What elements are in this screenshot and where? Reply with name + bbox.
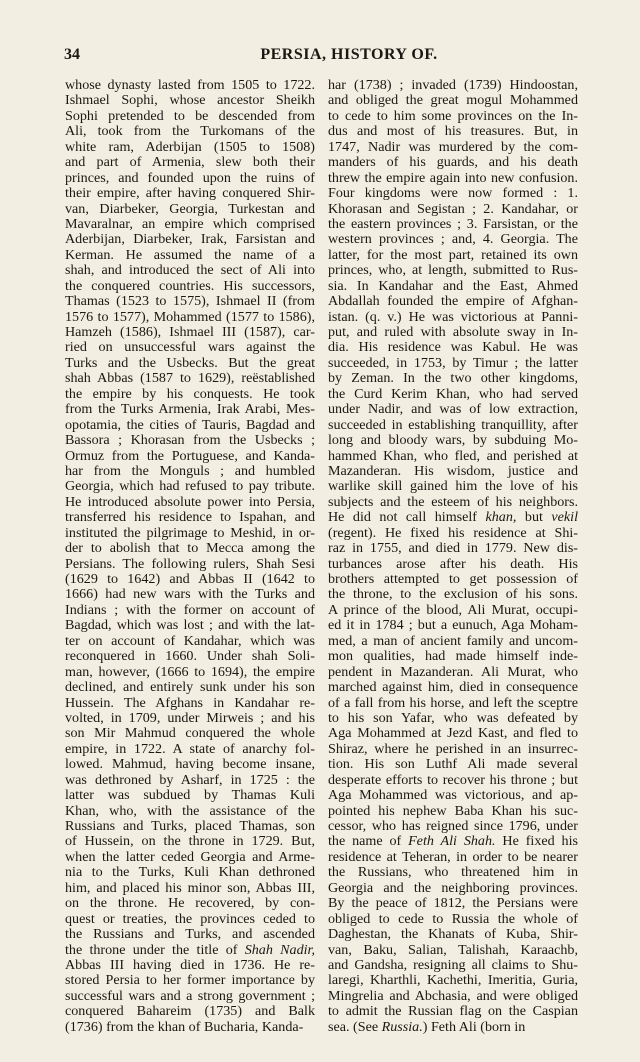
text-line (65, 449, 315, 464)
text-line (328, 202, 578, 217)
text-run: Ormuz from the Portuguese, and Kanda- (65, 447, 315, 464)
text-run: the Curd Kerim Khan, who had served (328, 385, 578, 402)
text-run: when the latter ceded Georgia and Arme- (65, 848, 315, 865)
text-line (328, 973, 578, 988)
text-line (328, 279, 578, 294)
text-line (65, 325, 315, 340)
text-run: ter on account of Kandahar, which was (65, 632, 315, 649)
left-column (65, 78, 315, 1035)
text-run: sea. (See (328, 1018, 382, 1035)
page-header (64, 46, 584, 68)
text-line (328, 572, 578, 587)
text-run: warlike skill gained him the love of his (328, 478, 578, 495)
text-run: ried on unsuccessful wars against the (65, 339, 315, 356)
italic-text: Feth Ali Shah. (408, 833, 496, 850)
text-run: to admit the Russian flag on the Caspian (328, 1003, 578, 1020)
text-run: reconquered in 1660. Under shah Soli- (65, 648, 315, 665)
text-run: quest or treaties, the provinces ceded to (65, 910, 315, 927)
text-run: dia. His residence was Kabul. He was (328, 339, 578, 356)
text-run: 1666) had new wars with the Turks and (65, 586, 315, 603)
text-line (65, 1020, 315, 1035)
text-run: instituted the pilgrimage to Meshid, in or- (65, 524, 315, 541)
text-run: whose dynasty lasted from 1505 to 1722. (65, 77, 315, 93)
text-run: to cede to him some provinces on the In- (328, 107, 578, 124)
italic-text: vekil (551, 509, 579, 526)
text-run: latter, for the most part, retained its own (328, 246, 578, 263)
text-run: Thamas (1523 to 1575), Ishmael II (from (65, 293, 315, 310)
text-line (65, 927, 315, 942)
text-line (65, 973, 315, 988)
text-run: of a fall from his horse, and left the sceptre (328, 694, 578, 711)
text-line (65, 834, 315, 849)
text-run: Aga Mohammed was victorious, and ap- (328, 787, 578, 804)
text-line (65, 572, 315, 587)
text-line (65, 495, 315, 510)
text-line (328, 93, 578, 108)
text-line (328, 881, 578, 896)
text-run: (1736) from the khan of Bucharia, Kanda- (65, 1018, 304, 1035)
text-line (328, 1020, 578, 1035)
text-line (65, 109, 315, 124)
text-run: hammed Khan, who fled, and perished at (328, 447, 578, 464)
text-run: Hamzeh (1586), Ishmael III (1587), car- (65, 324, 315, 340)
text-line (65, 232, 315, 247)
text-line (65, 850, 315, 865)
text-line (65, 665, 315, 680)
text-line (328, 757, 578, 772)
text-run: Aderbijan, Diarbeker, Irak, Farsistan and (65, 231, 315, 248)
text-run: He fixed his (495, 833, 578, 850)
text-line (328, 510, 578, 525)
text-line (328, 356, 578, 371)
text-run: dus and most of his treasures. But, in (328, 123, 578, 140)
text-line (328, 387, 578, 402)
text-run: desperate efforts to recover his throne ; but (328, 771, 578, 788)
text-line (328, 958, 578, 973)
text-run: threw the empire again into new confusion. (328, 169, 578, 186)
text-line (328, 834, 578, 849)
text-line (65, 78, 315, 93)
text-line (328, 896, 578, 911)
text-run: shah Abbas (1587 to 1629), reëstablished (65, 370, 315, 387)
text-run: (regent). He fixed his residence at Shi- (328, 524, 578, 541)
text-run: Georgia and the neighboring provinces. (328, 879, 578, 896)
text-line (328, 186, 578, 201)
text-run: and part of Armenia, slew both their (65, 154, 315, 171)
text-run: Russians and Turks, placed Thamas, son (65, 818, 315, 834)
text-line (328, 634, 578, 649)
text-line (328, 649, 578, 664)
text-line (328, 557, 578, 572)
running-title: PERSIA, HISTORY OF. (260, 46, 438, 63)
text-line (328, 819, 578, 834)
text-run: manders of his guards, and his death (328, 154, 578, 171)
text-line (328, 140, 578, 155)
text-line (65, 865, 315, 880)
text-line (65, 819, 315, 834)
text-run: nia to the Turks, Kuli Khan dethroned (65, 864, 315, 881)
text-run: son Mir Mahmud conquered the whole (65, 725, 315, 742)
text-run: white ram, Aderbijan (1505 to 1508) (65, 138, 315, 155)
text-run: the eastern provinces ; 3. Farsistan, or the (328, 215, 578, 232)
text-line (65, 248, 315, 263)
text-line (65, 217, 315, 232)
text-line (65, 989, 315, 1004)
text-run: long and bloody wars, by subduing Mo- (328, 432, 578, 449)
right-column (328, 78, 578, 1035)
text-run: Mazanderan. His wisdom, justice and (328, 462, 578, 479)
text-run: and obliged the great mogul Mohammed (328, 92, 578, 109)
text-run: istan. (q. v.) He was victorious at Panni- (328, 308, 578, 325)
text-run: lowed. Mahmud, having become insane, (65, 756, 315, 773)
text-line (328, 171, 578, 186)
text-run: latter was subdued by Thamas Kuli (65, 787, 315, 804)
text-line (328, 587, 578, 602)
text-line (65, 294, 315, 309)
text-run: Ali, took from the Turkomans of the (65, 123, 315, 140)
text-line (65, 279, 315, 294)
text-run: Bagdad, which was lost ; and with the lat- (65, 617, 315, 634)
text-run: tion. His son Luthf Ali made several (328, 756, 578, 773)
text-run: sia. In Kandahar and the East, Ahmed (328, 277, 578, 294)
text-run: the Russians and Turks, and ascended (65, 926, 315, 943)
text-run: van, Diarbeker, Georgia, Turkestan and (65, 200, 315, 217)
text-line (65, 356, 315, 371)
text-run: Mavaralnar, an empire which comprised (65, 215, 315, 232)
text-line (328, 248, 578, 263)
text-run: the throne, to the exclusion of his sons. (328, 586, 578, 603)
italic-text: Shah Nadir, (244, 941, 315, 958)
italic-text: khan, (485, 509, 517, 526)
text-run: Shiraz, where he perished in an insurrec- (328, 740, 578, 757)
text-run: the empire by his conquests. He took (65, 385, 315, 402)
text-run: western provinces ; and, 4. Georgia. The (328, 231, 578, 248)
text-line (328, 495, 578, 510)
text-run: raz in 1755, and died in 1779. New dis- (328, 540, 578, 557)
text-run: conquered Bahareim (1735) and Balk (65, 1003, 315, 1020)
text-run: transferred his residence to Ispahan, and (65, 509, 315, 526)
text-run: stored Persia to her former importance by (65, 972, 315, 989)
text-line (328, 788, 578, 803)
text-line (65, 896, 315, 911)
text-line (65, 186, 315, 201)
text-run: the name of (328, 833, 409, 850)
text-run: princes, and founded upon the ruins of (65, 169, 315, 186)
text-run: Aga Mohammed at Jezd Kast, and fled to (328, 725, 578, 742)
text-run: Khan, who, with the assistance of the (65, 802, 315, 819)
text-run: turbances arose after his death. His (328, 555, 578, 572)
text-line (65, 510, 315, 525)
text-run: med, a man of ancient family and uncom- (328, 632, 578, 649)
text-run: to his son Yafar, who was defeated by (328, 709, 578, 726)
text-line (328, 418, 578, 433)
text-line (65, 1004, 315, 1019)
text-line (328, 804, 578, 819)
text-line (328, 124, 578, 139)
text-run: Ishmael Sophi, whose ancestor Sheikh (65, 92, 315, 109)
text-line (328, 402, 578, 417)
text-run: the throne under the title of (65, 941, 245, 958)
text-line (328, 680, 578, 695)
text-line (65, 881, 315, 896)
text-run: (1629 to 1642) and Abbas II (1642 to (65, 571, 315, 587)
text-run: laregi, Kharthli, Kachethi, Imeritia, Guria, (328, 972, 578, 989)
text-line (328, 263, 578, 278)
text-run: Persians. The following rulers, Shah Sesi (65, 555, 315, 572)
text-line (328, 310, 578, 325)
text-line (65, 912, 315, 927)
text-run: and Gandsha, resigning all claims to Shu- (328, 956, 578, 973)
text-line (65, 433, 315, 448)
text-line (328, 340, 578, 355)
text-run: was dethroned by Asharf, in 1725 : the (65, 771, 315, 788)
text-run: under Nadir, and was of low extraction, (328, 401, 578, 418)
page-number: 34 (64, 46, 80, 63)
text-line (328, 696, 578, 711)
text-run: Kerman. He assumed the name of a (65, 246, 315, 263)
text-line (328, 464, 578, 479)
text-line (65, 541, 315, 556)
text-line (65, 310, 315, 325)
text-line (328, 618, 578, 633)
text-line (328, 449, 578, 464)
text-line (65, 680, 315, 695)
text-run: him, and placed his minor son, Abbas III, (65, 879, 315, 896)
text-run: succeeded, in 1753, by Timur ; the latter (328, 354, 578, 371)
text-run: Khorasan and Segistan ; 2. Kandahar, or (328, 200, 578, 217)
text-line (65, 804, 315, 819)
text-run: cessor, who has reigned since 1796, under (328, 818, 578, 834)
text-line (328, 294, 578, 309)
text-line (328, 1004, 578, 1019)
text-run: He introduced absolute power into Persia, (65, 493, 315, 510)
text-run: har (1738) ; invaded (1739) Hindoostan, (328, 77, 578, 93)
text-run: successful wars and a strong government ; (65, 987, 315, 1004)
text-run: of Hussein, on the throne in 1729. But, (65, 833, 315, 850)
text-line (328, 912, 578, 927)
text-run: der to abolish that to Mecca among the (65, 540, 315, 557)
text-run: By the peace of 1812, the Persians were (328, 895, 578, 912)
text-line (65, 202, 315, 217)
text-run: Turks and the Usbecks. But the great (65, 354, 315, 371)
text-run: Abdallah founded the empire of Afghan- (328, 293, 578, 310)
text-run: succeeded in establishing tranquillity, after (328, 416, 578, 433)
text-line (65, 464, 315, 479)
text-run: pointed his nephew Baba Khan his suc- (328, 802, 578, 819)
text-line (328, 943, 578, 958)
text-line (65, 618, 315, 633)
text-run: Four kingdoms were now formed : 1. (328, 185, 578, 202)
text-run: har from the Monguls ; and humbled (65, 462, 315, 479)
text-line (328, 773, 578, 788)
text-line (65, 603, 315, 618)
text-run: obliged to cede to Russia the whole of (328, 910, 578, 927)
text-line (65, 958, 315, 973)
text-run: He did not call himself (328, 509, 486, 526)
text-line (328, 989, 578, 1004)
text-line (328, 850, 578, 865)
text-run: A prince of the blood, Ali Murat, occupi- (328, 601, 578, 618)
text-line (328, 325, 578, 340)
text-line (65, 634, 315, 649)
text-run: from the Turks Armenia, Irak Arabi, Mes- (65, 401, 315, 418)
text-run: by Zeman. In the two other kingdoms, (328, 370, 578, 387)
text-line (65, 479, 315, 494)
text-line (328, 217, 578, 232)
text-line (328, 927, 578, 942)
text-run: but (516, 509, 552, 526)
text-line (328, 155, 578, 170)
text-run: the Russians, who threatened him in (328, 864, 578, 881)
text-line (65, 140, 315, 155)
text-run: the conquered countries. His successors, (65, 277, 315, 294)
text-line (328, 109, 578, 124)
text-line (65, 124, 315, 139)
text-run: Georgia, which had refused to pay tribute. (65, 478, 315, 495)
text-line (65, 557, 315, 572)
text-line (65, 402, 315, 417)
text-line (65, 155, 315, 170)
text-line (328, 232, 578, 247)
text-run: Bassora ; Khorasan from the Usbecks ; (65, 432, 315, 449)
text-run: man, however, (1666 to 1694), the empire (65, 663, 315, 680)
text-line (65, 757, 315, 772)
text-run: residence at Teheran, in order to be nearer (328, 848, 578, 865)
text-line (65, 171, 315, 186)
text-line (65, 696, 315, 711)
text-line (65, 943, 315, 958)
text-run: van, Baku, Salian, Talishah, Karaachb, (328, 941, 578, 958)
text-line (65, 371, 315, 386)
text-line (328, 479, 578, 494)
text-run: declined, and entirely sunk under his son (65, 679, 315, 696)
text-run: shah, and introduced the sect of Ali into (65, 262, 315, 279)
text-line (65, 587, 315, 602)
text-line (328, 665, 578, 680)
text-run: Sophi pretended to be descended from (65, 107, 315, 124)
text-line (328, 371, 578, 386)
text-run: on the throne. He recovered, by con- (65, 895, 315, 912)
text-run: brothers attempted to get possession of (328, 571, 578, 587)
text-line (65, 93, 315, 108)
text-line (65, 526, 315, 541)
text-line (65, 340, 315, 355)
italic-text: Russia. (381, 1018, 423, 1035)
text-line (328, 711, 578, 726)
text-run: empire, in 1722. A state of anarchy fol- (65, 740, 315, 757)
text-run: mon qualities, had made himself inde- (328, 648, 578, 665)
text-run: ) Feth Ali (born in (422, 1018, 526, 1035)
text-line (328, 742, 578, 757)
text-line (65, 726, 315, 741)
text-run: Mingrelia and Abchasia, and were obliged (328, 987, 578, 1004)
text-run: Indians ; with the former on account of (65, 601, 315, 618)
text-run: subjects and the esteem of his neighbors. (328, 493, 578, 510)
text-run: put, and ruled with absolute sway in In- (328, 324, 578, 340)
text-line (65, 418, 315, 433)
text-line (328, 433, 578, 448)
text-run: 1747, Nadir was murdered by the com- (328, 138, 578, 155)
text-run: Hussein. The Afghans in Kandahar re- (65, 694, 315, 711)
text-line (65, 742, 315, 757)
text-run: pendent in Mazanderan. Ali Murat, who (328, 663, 578, 680)
text-run: opotamia, the cities of Tauris, Bagdad and (65, 416, 315, 433)
text-line (328, 78, 578, 93)
text-line (65, 788, 315, 803)
text-line (65, 711, 315, 726)
text-line (65, 263, 315, 278)
text-run: marched against him, died in consequence (328, 679, 578, 696)
text-run: princes, who, at length, submitted to Rus- (328, 262, 578, 279)
text-run: volted, in 1709, under Mirweis ; and his (65, 709, 315, 726)
text-line (328, 541, 578, 556)
text-line (328, 526, 578, 541)
text-line (328, 865, 578, 880)
text-line (328, 603, 578, 618)
text-line (65, 773, 315, 788)
text-run: Daghestan, the Khanats of Kuba, Shir- (328, 926, 578, 943)
text-run: 1576 to 1577), Mohammed (1577 to 1586), (65, 308, 315, 325)
text-run: their empire, after having conquered Shir- (65, 185, 315, 202)
text-line (65, 649, 315, 664)
text-run: ed it in 1784 ; but a eunuch, Aga Moham- (328, 617, 578, 634)
text-line (65, 387, 315, 402)
text-run: Abbas III having died in 1736. He re- (65, 956, 315, 973)
text-line (328, 726, 578, 741)
